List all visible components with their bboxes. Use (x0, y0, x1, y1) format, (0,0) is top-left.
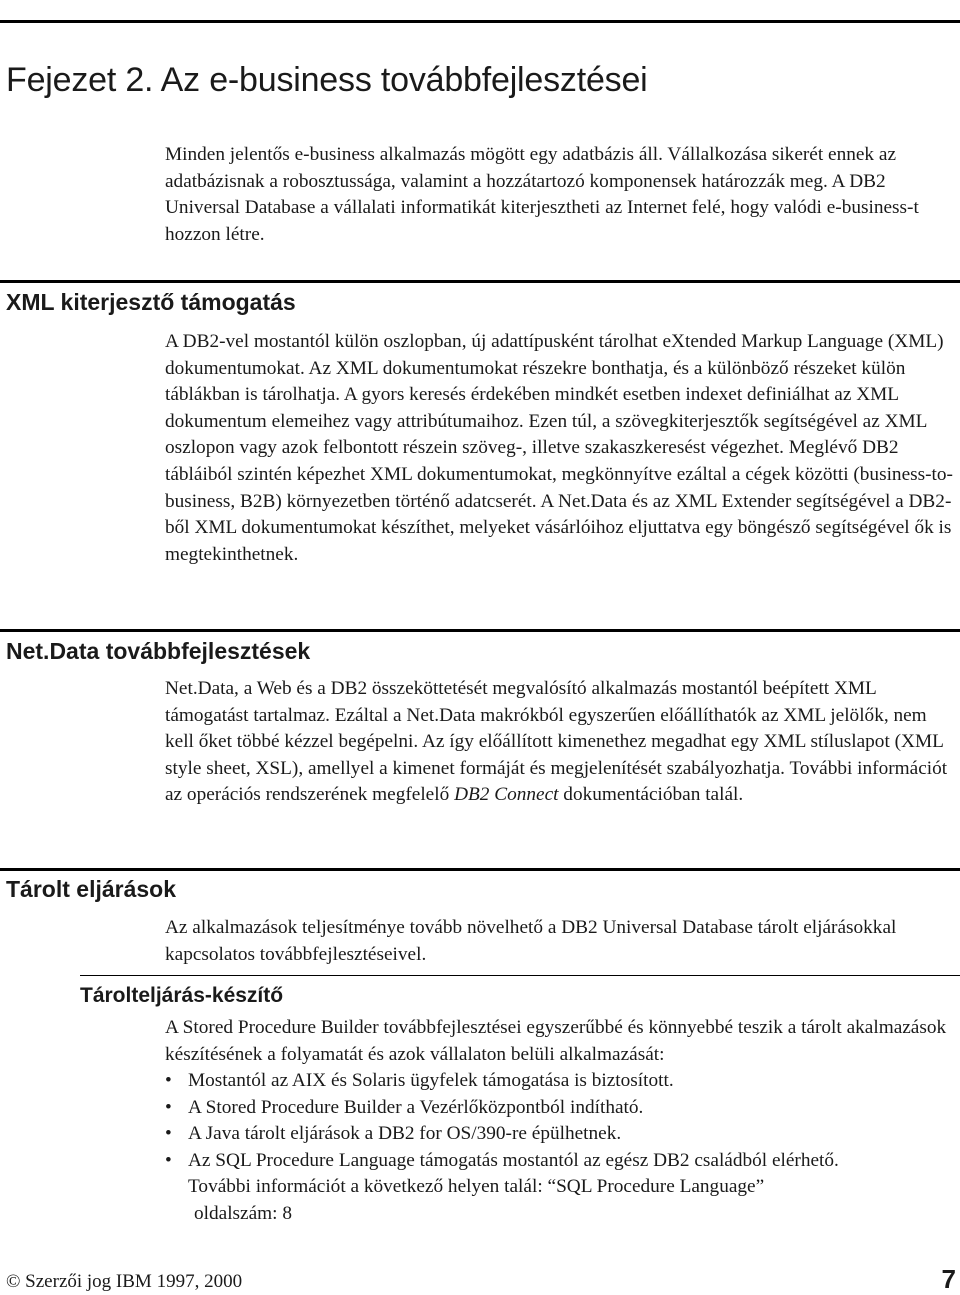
netdata-body-tail: dokumentációban talál. (558, 784, 744, 806)
subsection-heading: Tárolteljárás-készítő (80, 984, 284, 1007)
section-rule-stored (0, 868, 960, 871)
copyright-notice: © Szerzői jog IBM 1997, 2000 (6, 1271, 243, 1292)
feature-list (165, 1068, 955, 1228)
chapter-title: Fejezet 2. Az e-business továbbfejlesztései (6, 61, 648, 99)
bullet-icon: • (165, 1149, 172, 1171)
list-item (165, 1068, 955, 1095)
page-number: 7 (941, 1264, 956, 1294)
bullet-icon: • (165, 1096, 172, 1118)
bullet-icon: • (165, 1070, 172, 1091)
list-item-text: A Stored Procedure Builder a Vezérlőközpontból indítható. (188, 1096, 644, 1118)
cross-reference (188, 1174, 955, 1201)
chapter-intro: Minden jelentős e-business alkalmazás mögött egy adatbázis áll. Vállalkozása sikerét ennek az adatbázisnak a robosztussága, valamint a hozzátartozó komponensek határozzák meg. A DB2 Universal Database a vállalati informatikát kiterjesztheti az Internet felé, hogy valódi e-business-t hozzon létre. (165, 144, 919, 245)
bullet-icon: • (165, 1123, 172, 1145)
netdata-body-text: Net.Data, a Web és a DB2 összeköttetését megvalósító alkalmazás mostantól beépített XML támogatást tartalmaz. Ezáltal a Net.Data makrókból egyszerűen előállíthatók az XML jelölők, nem kell őket többé kézzel begépelni. Az így előállított kimenethez megadhat egy XML stíluslapot (XML style sheet, XSL), amellyel a kimenet formáját és megjelenítését szabályozhatja. További információt az operációs rendszerének megfelelő (165, 678, 948, 806)
list-item (165, 1148, 955, 1228)
list-item-text: Az SQL Procedure Language támogatás mostantól az egész DB2 családból elérhető. (188, 1149, 839, 1171)
cross-reference-link[interactable]: oldalszám: 8 (194, 1202, 292, 1224)
netdata-book-title: DB2 Connect (454, 784, 559, 806)
list-item (165, 1095, 955, 1122)
subsection-body: A Stored Procedure Builder továbbfejlesztései egyszerűbbé és könnyebbé teszik a tárolt akalmazások készítésének a folyamatát és azok vállalaton belüli alkalmazását: (165, 1017, 947, 1065)
list-item-text: A Java tárolt eljárások a DB2 for OS/390-re épülhetnek. (188, 1123, 622, 1145)
section-body-stored: Az alkalmazások teljesítménye tovább növelhető a DB2 Universal Database tárolt eljárásokkal kapcsolatos továbbfejlesztéseivel. (165, 917, 897, 965)
subsection-rule (80, 975, 960, 976)
section-rule-xml (0, 280, 960, 283)
cross-reference-text: További információt a következő helyen talál: “SQL Procedure Language” (188, 1176, 765, 1198)
section-heading-netdata: Net.Data továbbfejlesztések (6, 638, 311, 664)
section-heading-xml: XML kiterjesztő támogatás (6, 289, 296, 315)
list-item-text: Mostantól az AIX és Solaris ügyfelek támogatása is biztosított. (188, 1070, 674, 1091)
section-rule-netdata (0, 629, 960, 632)
section-heading-stored: Tárolt eljárások (6, 876, 177, 902)
section-body-xml: A DB2-vel mostantól külön oszlopban, új adattípusként tárolhat eXtended Markup Language (XML) dokumentumokat. Az XML dokumentumokat részekre bonthatja, és a különböző részeket külön táblákban is tárolhatja. A gyors keresés érdekében mindkét esetben indexet definiálhat az XML dokumentum elemeihez vagy attribútumaihoz. Ezen túl, a szövegkiterjesztők segítségével az XML oszlopon vagy azok felbontott részein szöveg-, illetve szakaszkeresést végezhet. Meglévő DB2 tábláiból szintén képezhet XML dokumentumokat, megkönnyítve ezáltal a cégek közötti (business-to-business, B2B) környezetben történő adatcserét. A Net.Data és az XML Extender segítségével a DB2-ből XML dokumentumokat készíthet, melyeket vásárlóihoz eljuttatva egy böngésző segítségével ők is megtekinthetnek. (165, 331, 953, 565)
section-body-netdata (165, 676, 955, 809)
list-item (165, 1121, 955, 1148)
top-rule (0, 20, 960, 23)
